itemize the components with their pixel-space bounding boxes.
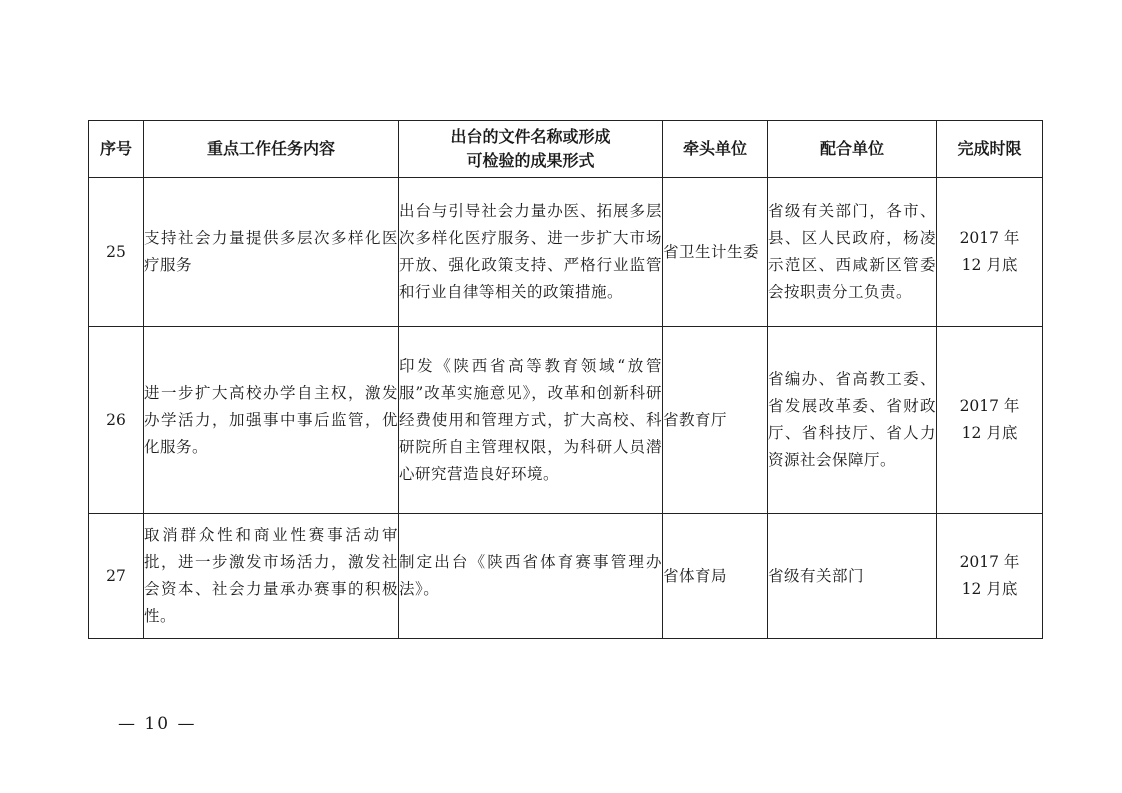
row-task: 取消群众性和商业性赛事活动审批，进一步激发市场活力，激发社会资本、社会力量承办赛事的积极性。: [144, 514, 399, 639]
table-row: [89, 514, 1043, 639]
row-lead: 省卫生计生委: [663, 178, 768, 327]
task-table: [88, 120, 1043, 639]
row-deadline: [937, 327, 1043, 514]
deadline-month: 12 月底: [961, 424, 1018, 442]
row-partner: 省编办、省高教工委、省发展改革委、省财政厅、省科技厅、省人力资源社会保障厅。: [768, 327, 937, 514]
row-partner: 省级有关部门，各市、县、区人民政府，杨凌示范区、西咸新区管委会按职责分工负责。: [768, 178, 937, 327]
row-output: 印发《陕西省高等教育领域“放管服”改革实施意见》，改革和创新科研经费使用和管理方式，扩大高校、科研院所自主管理权限，为科研人员潜心研究营造良好环境。: [399, 327, 663, 514]
row-output: 出台与引导社会力量办医、拓展多层次多样化医疗服务、进一步扩大市场开放、强化政策支持、严格行业监管和行业自律等相关的政策措施。: [399, 178, 663, 327]
header-output-line1: 出台的文件名称或形成: [450, 127, 611, 146]
deadline-month: 12 月底: [961, 580, 1018, 598]
row-partner: 省级有关部门: [768, 514, 937, 639]
table-row: [89, 178, 1043, 327]
header-lead: 牵头单位: [663, 121, 768, 178]
header-task: 重点工作任务内容: [144, 121, 399, 178]
row-task: 支持社会力量提供多层次多样化医疗服务: [144, 178, 399, 327]
row-seq: 27: [89, 514, 144, 639]
deadline-year: 2017 年: [959, 397, 1020, 415]
row-deadline: [937, 178, 1043, 327]
page-number: — 10 —: [118, 714, 197, 734]
table-header-row: [89, 121, 1043, 178]
table-row: [89, 327, 1043, 514]
deadline-year: 2017 年: [959, 229, 1020, 247]
row-seq: 25: [89, 178, 144, 327]
header-output: [399, 121, 663, 178]
row-output: 制定出台《陕西省体育赛事管理办法》。: [399, 514, 663, 639]
header-partner: 配合单位: [768, 121, 937, 178]
row-lead: 省体育局: [663, 514, 768, 639]
header-deadline: 完成时限: [937, 121, 1043, 178]
header-seq: 序号: [89, 121, 144, 178]
header-output-line2: 可检验的成果形式: [466, 151, 595, 170]
row-deadline: [937, 514, 1043, 639]
row-task: 进一步扩大高校办学自主权，激发办学活力，加强事中事后监管，优化服务。: [144, 327, 399, 514]
deadline-month: 12 月底: [961, 256, 1018, 274]
deadline-year: 2017 年: [959, 553, 1020, 571]
row-seq: 26: [89, 327, 144, 514]
row-lead: 省教育厅: [663, 327, 768, 514]
